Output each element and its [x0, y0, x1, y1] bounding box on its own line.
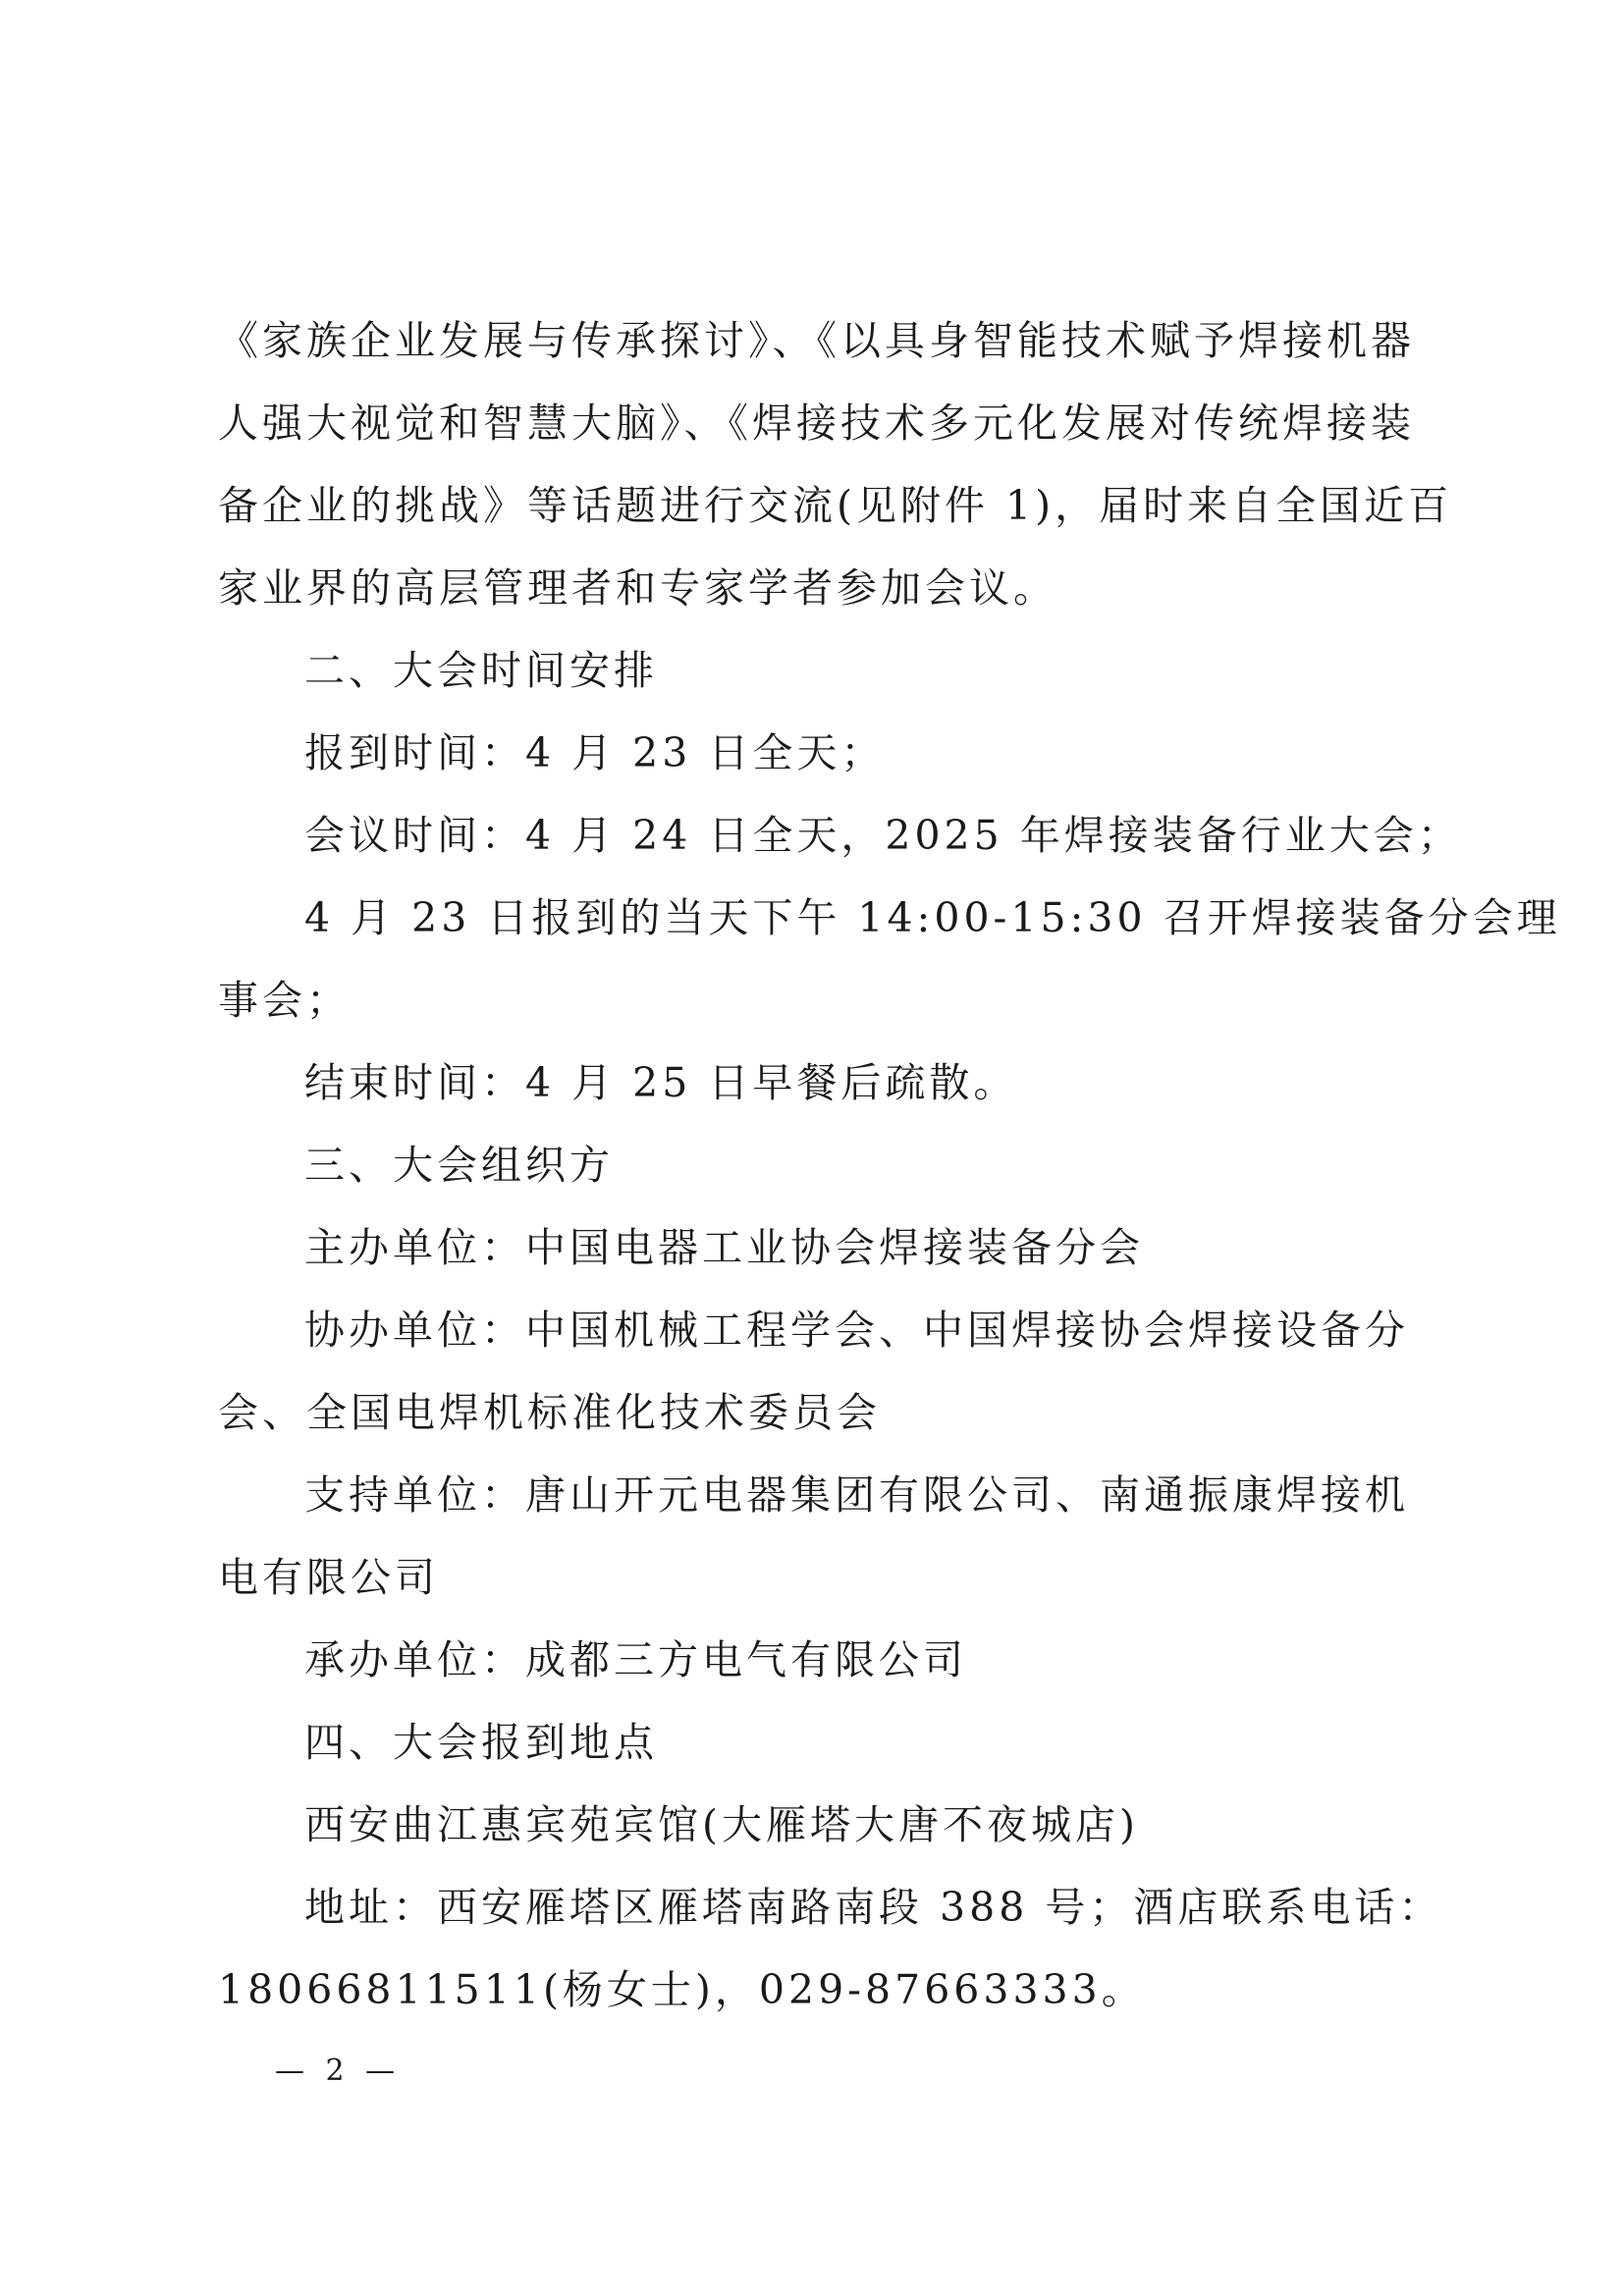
body-text-line: 事会； [218, 977, 351, 1024]
body-text-line: 结束时间：4 月 25 日早餐后疏散。 [304, 1059, 1018, 1106]
body-text-line: 4 月 23 日报到的当天下午 14:00-15:30 召开焊接装备分会理 [304, 894, 1561, 941]
body-text-line: 主办单位：中国电器工业协会焊接装备分会 [304, 1224, 1144, 1271]
body-text-line: 承办单位：成都三方电气有限公司 [304, 1636, 967, 1683]
section-heading: 二、大会时间安排 [304, 647, 658, 694]
body-text-line: 协办单位：中国机械工程学会、中国焊接协会焊接设备分 [304, 1307, 1409, 1354]
body-text-line: 《家族企业发展与传承探讨》、《以具身智能技术赋予焊接机器 [218, 317, 1415, 364]
body-text-line: 家业界的高层管理者和专家学者参加会议。 [218, 564, 1057, 612]
body-text-line: 电有限公司 [218, 1554, 439, 1601]
body-text-line: 18066811511(杨女士)，029-87663333。 [218, 1966, 1146, 2013]
body-text-line: 会、全国电焊机标准化技术委员会 [218, 1389, 881, 1436]
body-text-line: 会议时间：4 月 24 日全天，2025 年焊接装备行业大会； [304, 812, 1462, 859]
body-text-line: 地址：西安雁塔区雁塔南路南段 388 号；酒店联系电话： [304, 1884, 1443, 1931]
section-heading: 四、大会报到地点 [304, 1719, 658, 1766]
page-number: — 2 — [275, 2054, 402, 2088]
body-text-line: 备企业的挑战》等话题进行交流(见附件 1)，届时来自全国近百 [218, 482, 1453, 529]
body-text-line: 支持单位：唐山开元电器集团有限公司、南通振康焊接机 [304, 1471, 1409, 1519]
body-text-line: 西安曲江惠宾苑宾馆(大雁塔大唐不夜城店) [304, 1801, 1139, 1848]
body-text-line: 报到时间：4 月 23 日全天； [304, 729, 886, 776]
section-heading: 三、大会组织方 [304, 1142, 614, 1189]
body-text-line: 人强大视觉和智慧大脑》、《焊接技术多元化发展对传统焊接装 [218, 400, 1415, 447]
